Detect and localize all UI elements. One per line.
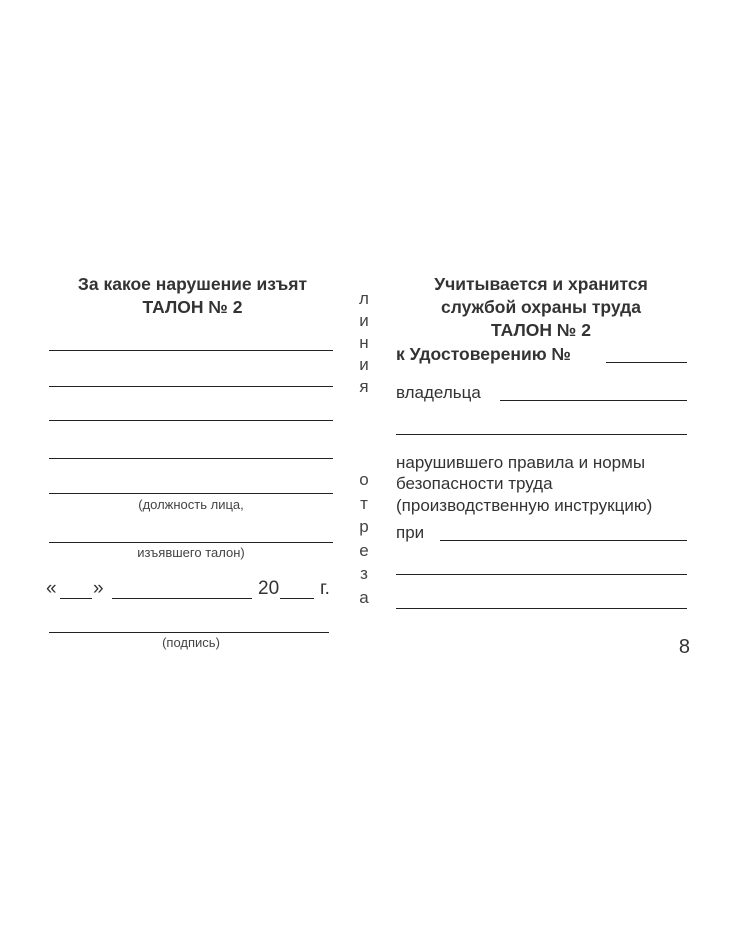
issuer-line [49,542,333,543]
caption-signature: (подпись) [162,635,220,650]
when-line-2 [396,574,687,575]
cut-letter: о [359,470,369,489]
right-title-line3: ТАЛОН № 2 [491,320,591,340]
page-number: 8 [678,636,690,658]
owner-label: владельца [396,383,481,402]
date-year-line [280,598,314,599]
cut-letter: н [359,333,369,352]
right-title-line1: Учитывается и хранится [434,274,648,294]
violation-text-line2: безопасности труда [396,474,553,493]
date-month-line [112,598,252,599]
violation-text-line3: (производственную инструкцию) [396,496,653,515]
caption-issuer: изъявшего талон) [137,545,245,560]
owner-line [500,400,687,401]
left-title-line1: За какое нарушение изъят [77,274,308,294]
date-close-quote: » [93,578,104,599]
cut-letter: и [359,355,369,374]
cut-letter: я [359,377,369,396]
violation-line-1 [49,350,333,351]
violation-text-line1: нарушившего правила и нормы [396,453,646,472]
when-label: при [396,523,425,542]
position-line [49,493,333,494]
violation-line-3 [49,420,333,421]
certificate-number-line [606,362,687,363]
date-suffix: г. [320,578,330,599]
when-line-3 [396,608,687,609]
right-title-line2: службой охраны труда [440,297,642,317]
date-row [46,578,338,604]
caption-position: (должность лица, [138,497,244,512]
violation-line-4 [49,458,333,459]
cut-letter: и [359,311,369,330]
violation-line-2 [49,386,333,387]
signature-line [49,632,329,633]
owner-line-2 [396,434,687,435]
date-open-quote: « [46,578,57,599]
cut-letter: л [359,289,369,308]
left-title-line2: ТАЛОН № 2 [142,297,243,317]
cut-line-word2 [354,470,374,611]
certificate-label: к Удостоверению № [396,344,572,364]
cut-letter: р [359,517,369,536]
cut-letter: е [359,540,369,560]
date-year-prefix: 20 [258,578,280,599]
cut-letter: т [360,493,368,513]
cut-letter: з [360,564,368,583]
cut-letter: а [359,587,369,607]
when-line [440,540,687,541]
cut-line-word1 [354,289,374,399]
date-day-line [60,598,92,599]
